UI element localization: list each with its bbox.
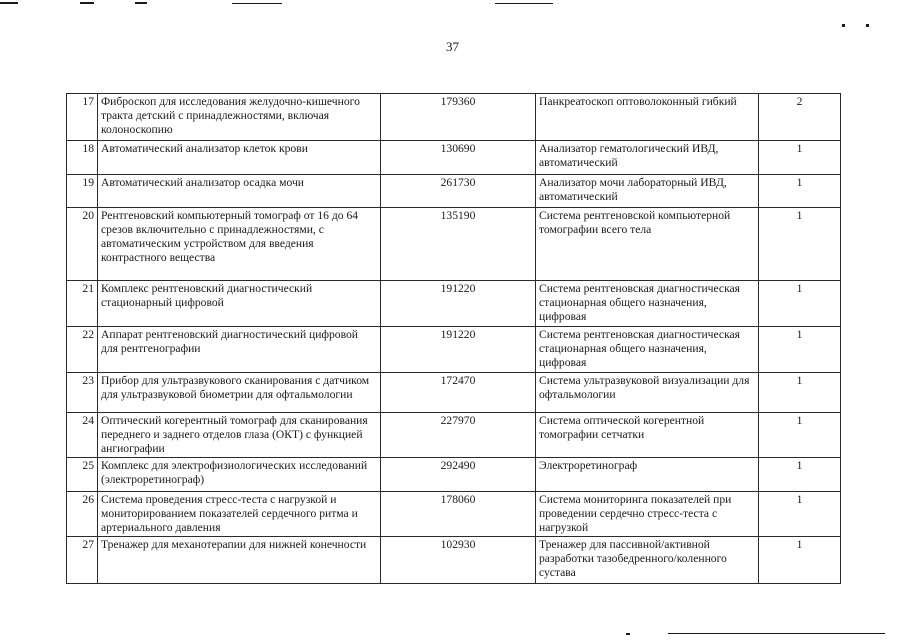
type-code: 261730	[381, 175, 536, 208]
type-name: Система мониторинга показателей при проведении сердечно стресс-теста с нагрузкой	[536, 492, 759, 537]
equipment-name: Рентгеновский компьютерный томограф от 16 до 64 срезов включительно с принадлежностями, с автоматическим устройством для введения контрастного вещества	[98, 208, 381, 281]
quantity: 1	[759, 327, 841, 373]
quantity: 1	[759, 458, 841, 492]
type-name: Система оптической когерентной томографии сетчатки	[536, 413, 759, 458]
scan-mark	[866, 24, 869, 27]
scan-mark	[135, 2, 147, 4]
table-row	[67, 141, 841, 175]
table-row	[67, 327, 841, 373]
equipment-name: Комплекс для электрофизиологических исследований (электроретинограф)	[98, 458, 381, 492]
scan-line	[668, 633, 885, 634]
row-number: 26	[67, 492, 98, 537]
table-row	[67, 373, 841, 413]
equipment-name: Аппарат рентгеновский диагностический цифровой для рентгенографии	[98, 327, 381, 373]
quantity: 1	[759, 175, 841, 208]
row-number: 20	[67, 208, 98, 281]
type-code: 191220	[381, 327, 536, 373]
table-row	[67, 413, 841, 458]
row-number: 24	[67, 413, 98, 458]
table-row	[67, 175, 841, 208]
type-code: 135190	[381, 208, 536, 281]
quantity: 1	[759, 208, 841, 281]
type-name: Система рентгеновская диагностическая стационарная общего назначения, цифровая	[536, 281, 759, 327]
row-number: 22	[67, 327, 98, 373]
type-name: Система рентгеновская диагностическая стационарная общего назначения, цифровая	[536, 327, 759, 373]
equipment-name: Прибор для ультразвукового сканирования с датчиком для ультразвуковой биометрии для офтальмологии	[98, 373, 381, 413]
equipment-name: Система проведения стресс-теста с нагрузкой и мониторированием показателей сердечного ритма и артериального давления	[98, 492, 381, 537]
type-name: Анализатор гематологический ИВД, автоматический	[536, 141, 759, 175]
row-number: 18	[67, 141, 98, 175]
scan-mark	[0, 2, 18, 4]
equipment-name: Автоматический анализатор клеток крови	[98, 141, 381, 175]
quantity: 2	[759, 94, 841, 141]
equipment-name: Комплекс рентгеновский диагностический стационарный цифровой	[98, 281, 381, 327]
type-name: Анализатор мочи лабораторный ИВД, автоматический	[536, 175, 759, 208]
table-body	[67, 94, 841, 584]
type-code: 292490	[381, 458, 536, 492]
type-name: Система ультразвуковой визуализации для офтальмологии	[536, 373, 759, 413]
equipment-name: Оптический когерентный томограф для сканирования переднего и заднего отделов глаза (ОКТ) с функцией ангиографии	[98, 413, 381, 458]
type-code: 179360	[381, 94, 536, 141]
quantity: 1	[759, 537, 841, 584]
type-code: 102930	[381, 537, 536, 584]
table-row	[67, 281, 841, 327]
quantity: 1	[759, 141, 841, 175]
row-number: 21	[67, 281, 98, 327]
table-row	[67, 492, 841, 537]
scan-mark	[495, 3, 553, 4]
type-name: Система рентгеновской компьютерной томографии всего тела	[536, 208, 759, 281]
scan-mark	[842, 24, 845, 27]
type-code: 227970	[381, 413, 536, 458]
scan-mark	[626, 633, 630, 635]
table-row	[67, 94, 841, 141]
type-name: Панкреатоскоп оптоволоконный гибкий	[536, 94, 759, 141]
row-number: 23	[67, 373, 98, 413]
equipment-name: Фиброскоп для исследования желудочно-кишечного тракта детский с принадлежностями, включая колоноскопию	[98, 94, 381, 141]
row-number: 27	[67, 537, 98, 584]
type-code: 172470	[381, 373, 536, 413]
quantity: 1	[759, 413, 841, 458]
quantity: 1	[759, 281, 841, 327]
type-name: Электроретинограф	[536, 458, 759, 492]
row-number: 17	[67, 94, 98, 141]
table-row	[67, 537, 841, 584]
scan-mark	[80, 2, 94, 4]
equipment-name: Тренажер для механотерапии для нижней конечности	[98, 537, 381, 584]
row-number: 25	[67, 458, 98, 492]
scan-mark	[232, 3, 282, 4]
type-code: 178060	[381, 492, 536, 537]
equipment-table	[66, 93, 841, 584]
type-name: Тренажер для пассивной/активной разработки тазобедренного/коленного сустава	[536, 537, 759, 584]
table-row	[67, 458, 841, 492]
type-code: 130690	[381, 141, 536, 175]
quantity: 1	[759, 492, 841, 537]
page-number: 37	[446, 39, 459, 54]
row-number: 19	[67, 175, 98, 208]
quantity: 1	[759, 373, 841, 413]
table-row	[67, 208, 841, 281]
type-code: 191220	[381, 281, 536, 327]
equipment-name: Автоматический анализатор осадка мочи	[98, 175, 381, 208]
